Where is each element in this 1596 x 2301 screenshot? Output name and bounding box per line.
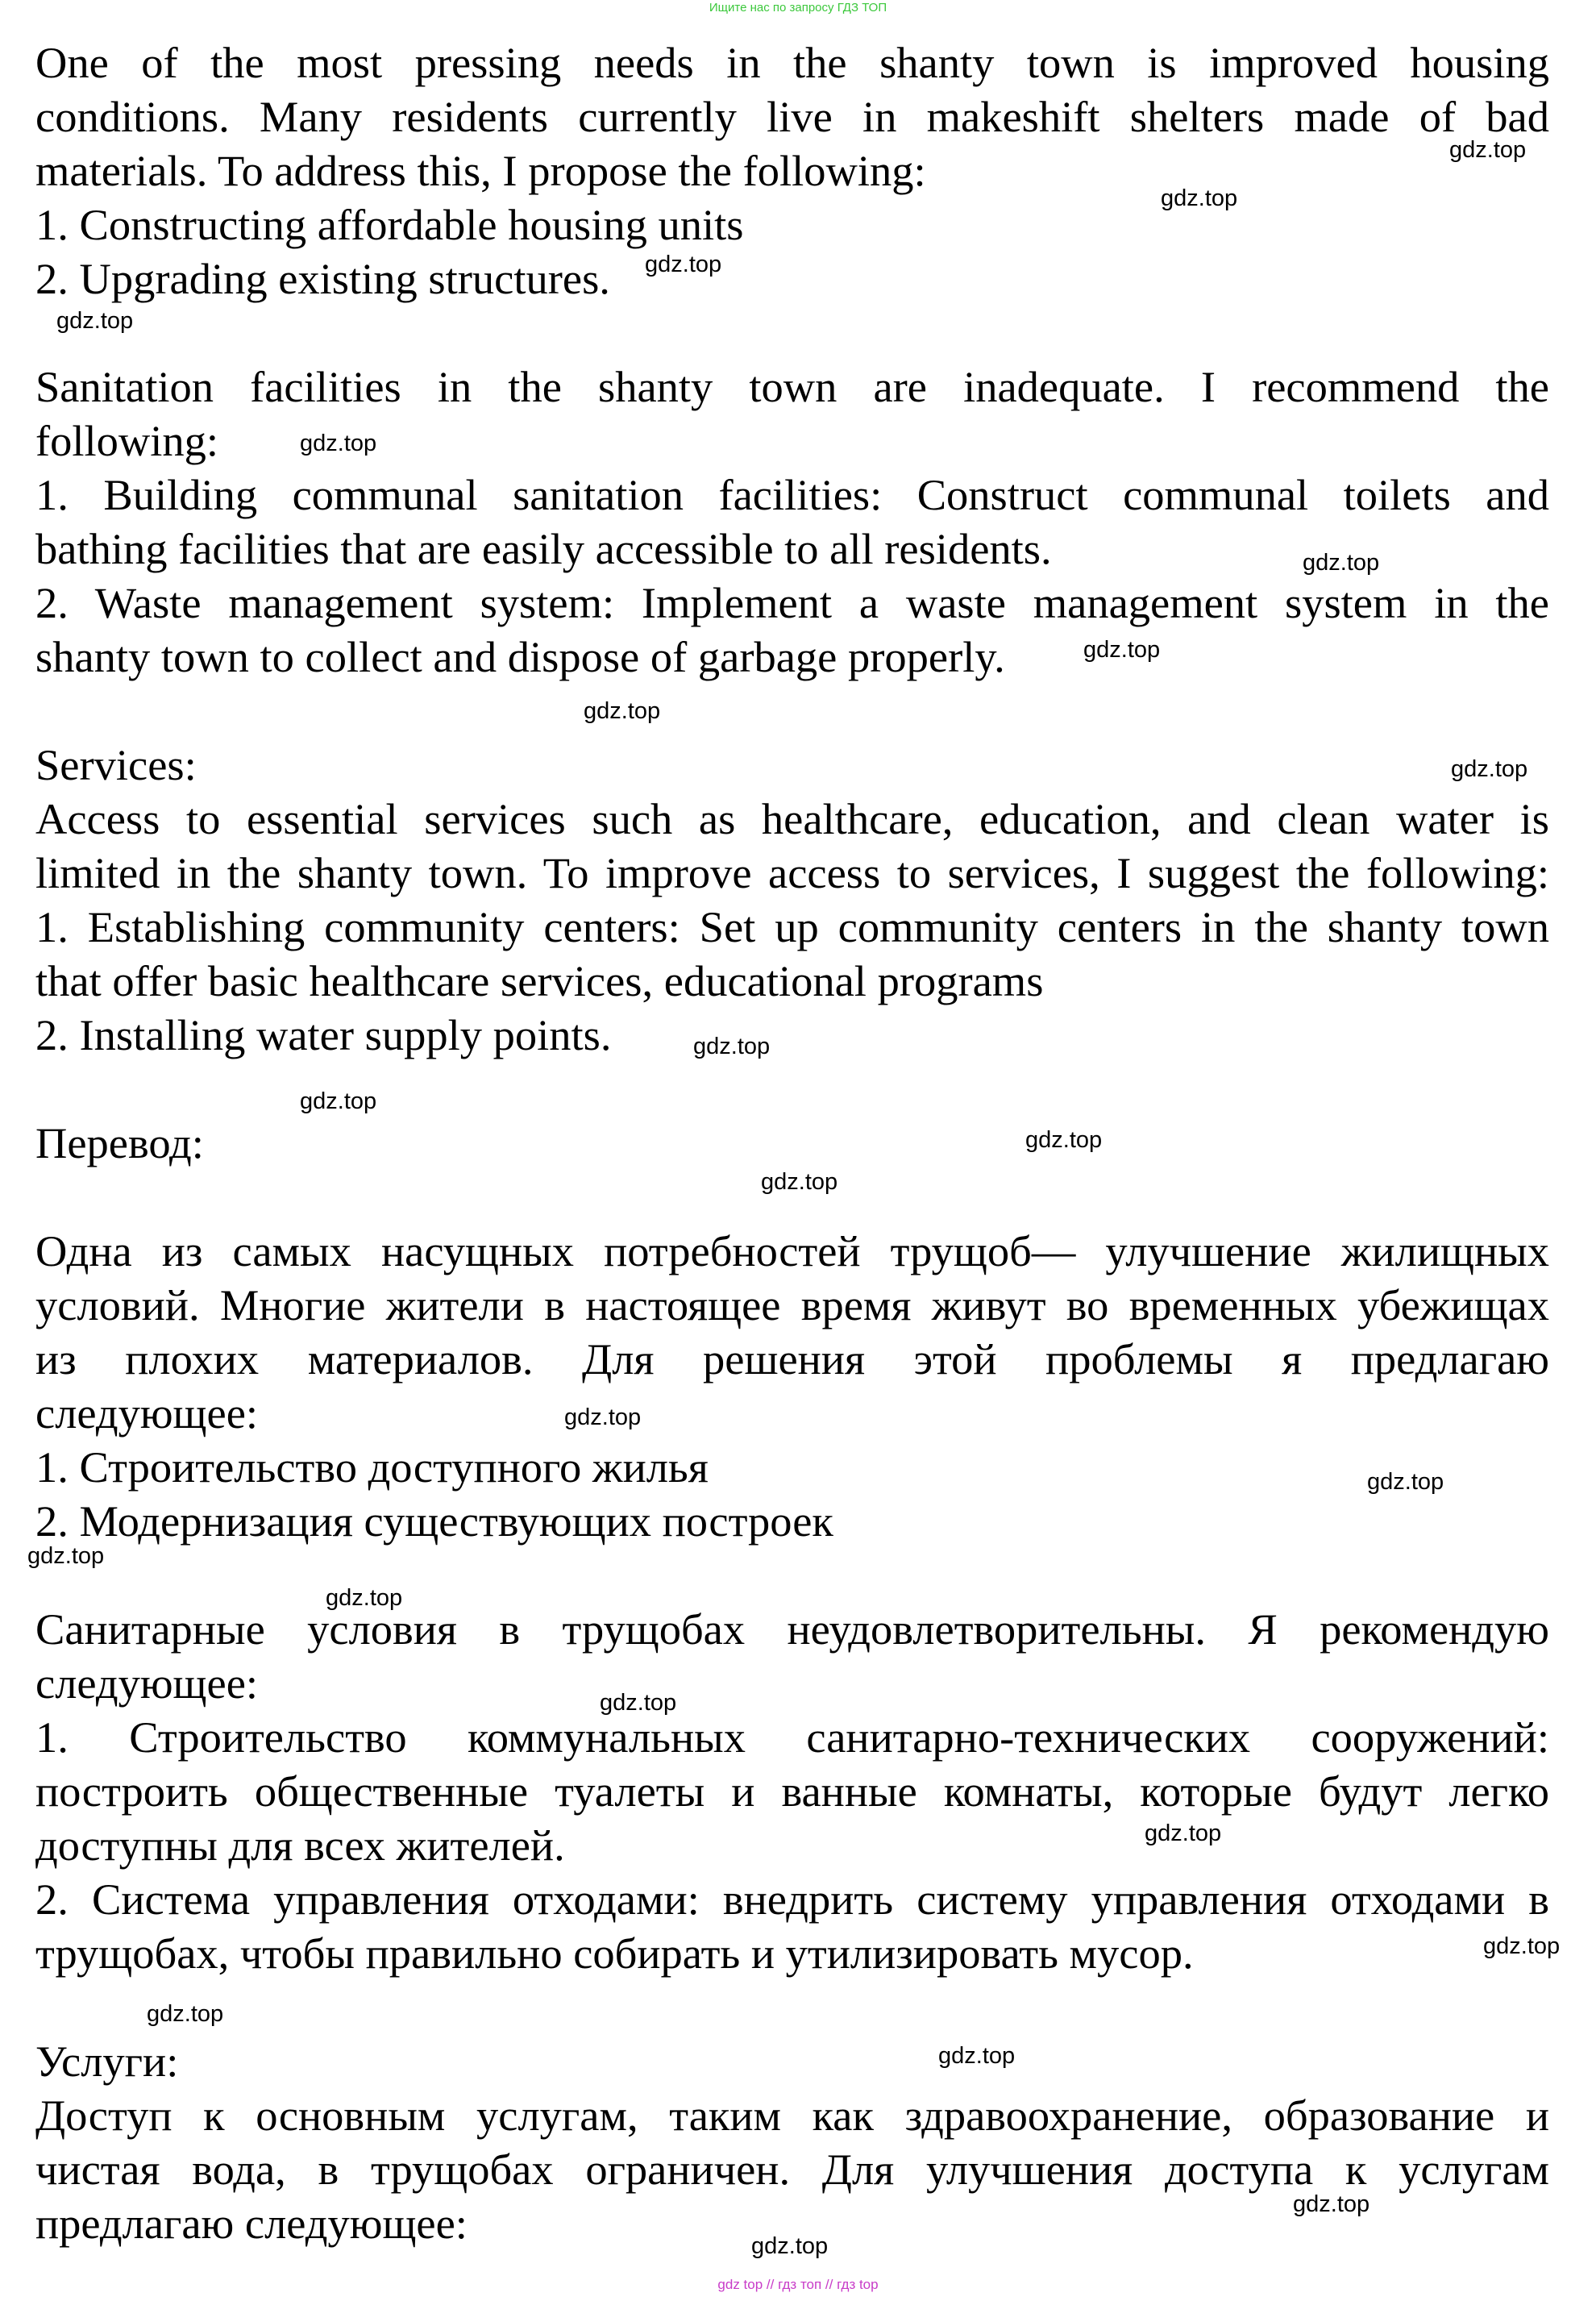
watermark: gdz.top	[564, 1404, 642, 1430]
watermark: gdz.top	[600, 1690, 677, 1716]
text-line: построить общественные туалеты и ванные комнаты, которые будут легко	[35, 1766, 1549, 1816]
watermark: gdz.top	[938, 2043, 1016, 2069]
watermark: gdz.top	[56, 308, 134, 334]
housing-paragraph-ru	[35, 1224, 1549, 1548]
watermark: gdz.top	[1025, 1127, 1103, 1153]
footer-watermark: gdz top // гдз топ // гдз top	[717, 2277, 879, 2292]
services-paragraph-ru	[35, 2034, 1549, 2250]
text-line: limited in the shanty town. To improve access to services, I suggest the following:	[35, 848, 1549, 897]
watermark: gdz.top	[147, 2001, 224, 2027]
section-heading: Services:	[35, 740, 197, 789]
watermark: gdz.top	[326, 1585, 403, 1611]
list-item: 1. Establishing community centers: Set up community centers in the shanty town	[35, 902, 1549, 951]
text-line: shanty town to collect and dispose of garbage properly.	[35, 632, 1005, 681]
watermark: gdz.top	[1293, 2191, 1370, 2217]
text-line: следующее:	[35, 1388, 259, 1438]
watermark: gdz.top	[761, 1169, 838, 1195]
list-item: 2. Модернизация существующих построек	[35, 1496, 833, 1546]
translation-heading-block	[35, 1116, 1549, 1170]
sanitation-paragraph	[35, 360, 1549, 684]
watermark: gdz.top	[300, 1088, 377, 1114]
services-paragraph	[35, 738, 1549, 1062]
text-line: чистая вода, в трущобах ограничен. Для улучшения доступа к услугам	[35, 2145, 1549, 2194]
section-heading: Услуги:	[35, 2037, 179, 2086]
housing-paragraph	[35, 35, 1549, 306]
text-line: доступны для всех жителей.	[35, 1820, 565, 1870]
text-line: One of the most pressing needs in the shanty town is improved housing	[35, 38, 1549, 87]
text-line: Одна из самых насущных потребностей трущоб— улучшение жилищных	[35, 1226, 1549, 1275]
list-item: 1. Строительство коммунальных санитарно-технических сооружений:	[35, 1712, 1549, 1762]
watermark: gdz.top	[693, 1034, 771, 1059]
text-line: bathing facilities that are easily accessible to all residents.	[35, 524, 1052, 573]
watermark: gdz.top	[751, 2233, 829, 2259]
text-line: из плохих материалов. Для решения этой проблемы я предлагаю	[35, 1334, 1549, 1384]
list-item: 2. Installing water supply points.	[35, 1010, 612, 1059]
text-line: Санитарные условия в трущобах неудовлетворительны. Я рекомендую	[35, 1604, 1549, 1654]
text-line: предлагаю следующее:	[35, 2199, 468, 2248]
promo-header: Ищите нас по запросу ГДЗ ТОП	[709, 1, 887, 15]
text-line: Access to essential services such as healthcare, education, and clean water is	[35, 794, 1549, 843]
watermark: gdz.top	[584, 698, 661, 724]
watermark: gdz.top	[1303, 550, 1380, 576]
watermark: gdz.top	[1483, 1933, 1561, 1959]
watermark: gdz.top	[27, 1543, 105, 1569]
watermark: gdz.top	[1451, 756, 1528, 782]
text-line: materials. To address this, I propose the following:	[35, 146, 926, 195]
document-body	[35, 35, 1549, 2250]
list-item: 1. Building communal sanitation facilities: Construct communal toilets and	[35, 470, 1549, 519]
list-item: 1. Constructing affordable housing units	[35, 200, 744, 249]
watermark: gdz.top	[645, 252, 722, 277]
text-line: условий. Многие жители в настоящее время живут во временных убежищах	[35, 1280, 1549, 1329]
watermark: gdz.top	[300, 431, 377, 456]
text-line: that offer basic healthcare services, educational programs	[35, 956, 1044, 1005]
watermark: gdz.top	[1083, 637, 1161, 663]
text-line: following:	[35, 416, 219, 465]
list-item: 2. Система управления отходами: внедрить систему управления отходами в	[35, 1875, 1549, 1924]
text-line: следующее:	[35, 1658, 259, 1708]
watermark: gdz.top	[1449, 137, 1527, 163]
watermark: gdz.top	[1367, 1469, 1444, 1495]
translation-heading: Перевод:	[35, 1118, 204, 1167]
text-line: трущобах, чтобы правильно собирать и утилизировать мусор.	[35, 1929, 1194, 1978]
text-line: conditions. Many residents currently live in makeshift shelters made of bad	[35, 92, 1549, 141]
list-item: 2. Waste management system: Implement a waste management system in the	[35, 578, 1549, 627]
sanitation-paragraph-ru	[35, 1602, 1549, 1980]
list-item: 2. Upgrading existing structures.	[35, 254, 610, 303]
text-line: Доступ к основным услугам, таким как здравоохранение, образование и	[35, 2091, 1549, 2140]
text-line: Sanitation facilities in the shanty town are inadequate. I recommend the	[35, 362, 1549, 411]
watermark: gdz.top	[1161, 185, 1238, 211]
watermark: gdz.top	[1145, 1820, 1222, 1846]
list-item: 1. Строительство доступного жилья	[35, 1442, 709, 1492]
